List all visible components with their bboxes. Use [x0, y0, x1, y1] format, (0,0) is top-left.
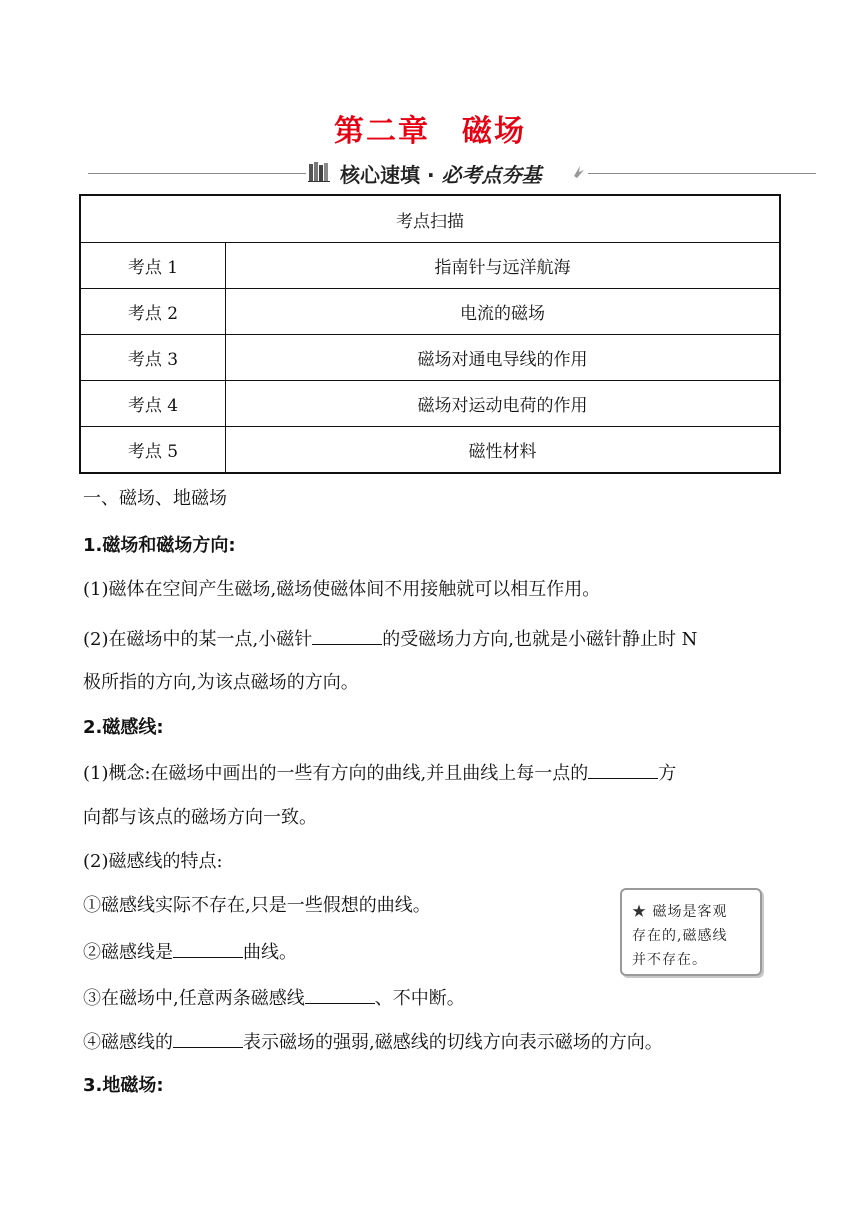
row-content: 电流的磁场 [226, 289, 781, 335]
banner-rule-right [588, 173, 816, 174]
paragraph-2 [83, 628, 697, 650]
paragraph-3-continued: 向都与该点的磁场方向一致。 [83, 807, 317, 828]
table-header: 考点扫描 [80, 195, 780, 243]
paragraph-2-continued: 极所指的方向,为该点磁场的方向。 [83, 672, 359, 693]
paragraph-8-start: ④磁感线的 [83, 1032, 173, 1053]
banner-text [340, 159, 542, 188]
heading-magnetic-field-direction: 1.磁场和磁场方向: [83, 535, 236, 556]
paragraph-6-end: 曲线。 [243, 942, 297, 963]
paragraph-7 [83, 987, 465, 1009]
paragraph-7-end: 、不中断。 [374, 988, 465, 1009]
row-label: 考点 1 [80, 243, 226, 289]
fill-blank[interactable] [305, 987, 375, 1004]
row-content: 磁场对运动电荷的作用 [226, 381, 781, 427]
section-heading-1: 一、磁场、地磁场 [83, 488, 227, 509]
paragraph-5: ①磁感线实际不存在,只是一些假想的曲线。 [83, 895, 431, 916]
row-content: 磁场对通电导线的作用 [226, 335, 781, 381]
fill-blank[interactable] [173, 941, 243, 958]
paragraph-7-start: ③在磁场中,任意两条磁感线 [83, 988, 305, 1009]
heading-field-lines: 2.磁感线: [83, 717, 164, 738]
paragraph-6 [83, 941, 297, 963]
sparkle-icon [572, 162, 586, 180]
row-label: 考点 5 [80, 427, 226, 474]
paragraph-1: (1)磁体在空间产生磁场,磁场使磁体间不用接触就可以相互作用。 [83, 579, 601, 600]
paragraph-8 [83, 1031, 663, 1053]
star-icon: ★ [632, 904, 647, 920]
row-label: 考点 2 [80, 289, 226, 335]
banner-text-italic: 必考点夯基 [441, 163, 542, 187]
table-row [80, 427, 780, 474]
paragraph-2-end: 的受磁场力方向,也就是小磁针静止时 N [382, 629, 698, 650]
fill-blank[interactable] [312, 628, 382, 645]
row-label: 考点 4 [80, 381, 226, 427]
paragraph-2-start: (2)在磁场中的某一点,小磁针 [83, 629, 313, 650]
books-icon [308, 160, 332, 182]
row-label: 考点 3 [80, 335, 226, 381]
table-row [80, 243, 780, 289]
paragraph-4: (2)磁感线的特点: [83, 851, 223, 872]
banner-text-main: 核心速填 · [340, 163, 442, 187]
exam-points-table [79, 194, 781, 474]
paragraph-6-start: ②磁感线是 [83, 942, 173, 963]
table-row [80, 335, 780, 381]
fill-blank[interactable] [588, 762, 658, 779]
table-row [80, 381, 780, 427]
note-line-2: 存在的,磁感线 [632, 928, 728, 944]
note-line-3: 并不存在。 [632, 952, 707, 968]
note-line-1: 磁场是客观 [652, 904, 728, 920]
paragraph-8-end: 表示磁场的强弱,磁感线的切线方向表示磁场的方向。 [243, 1032, 663, 1053]
chapter-title: 第二章 磁场 [334, 114, 526, 149]
side-note [620, 888, 762, 976]
table-row [80, 289, 780, 335]
row-content: 磁性材料 [226, 427, 781, 474]
section-banner [88, 156, 818, 190]
paragraph-3 [83, 762, 676, 784]
banner-rule-left [88, 173, 306, 174]
heading-geomagnetic-field: 3.地磁场: [83, 1075, 164, 1096]
fill-blank[interactable] [173, 1031, 243, 1048]
paragraph-3-start: (1)概念:在磁场中画出的一些有方向的曲线,并且曲线上每一点的 [83, 763, 589, 784]
paragraph-3-end: 方 [658, 763, 677, 784]
row-content: 指南针与远洋航海 [226, 243, 781, 289]
table-header-row [80, 195, 780, 243]
